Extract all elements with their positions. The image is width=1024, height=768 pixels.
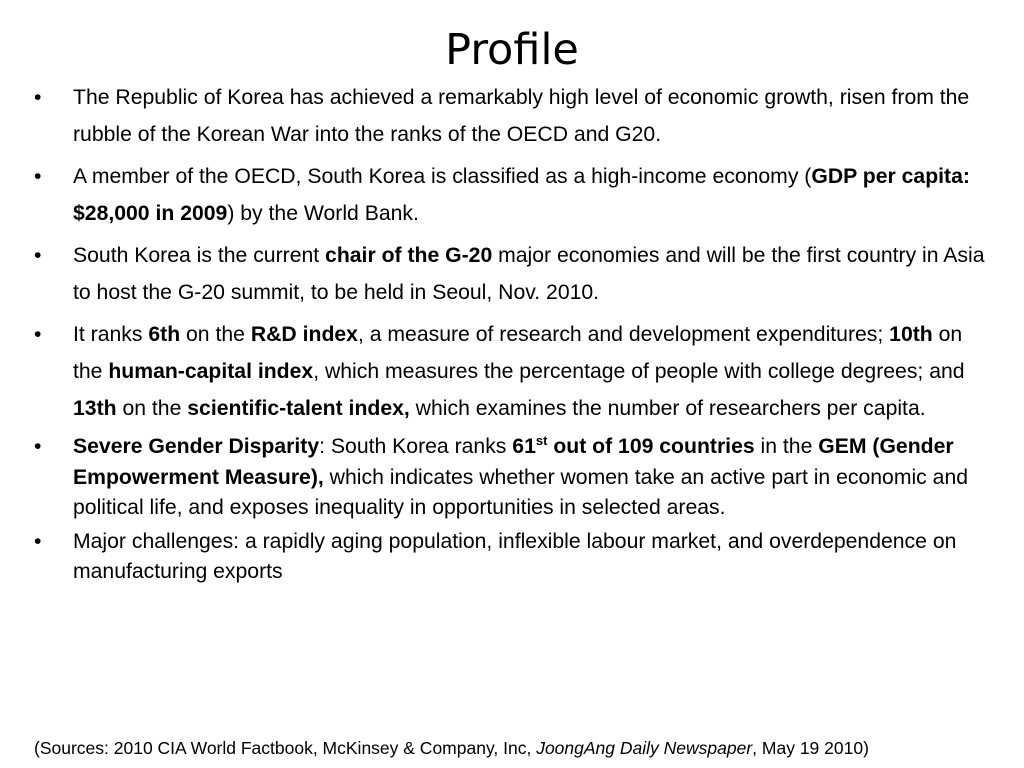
bullet-marker: • bbox=[34, 165, 42, 188]
bold-run: 13th bbox=[73, 397, 117, 420]
source-citation bbox=[34, 738, 869, 759]
bullet-list bbox=[34, 79, 994, 591]
text-run: major economies and will be the first country in Asia to host the G-20 summit, to be held in Seoul, Nov. 2010. bbox=[73, 244, 985, 304]
bullet-text: The Republic of Korea has achieved a remarkably high level of economic growth, risen from the rubble of the Korean War into the ranks of the OECD and G20. bbox=[73, 86, 970, 146]
bold-run: 61 bbox=[512, 435, 536, 458]
text-run: in the bbox=[754, 435, 819, 458]
bullet-high-income bbox=[34, 158, 994, 232]
text-run: ) by the World Bank. bbox=[227, 202, 419, 225]
text-run: on the bbox=[116, 397, 188, 420]
bold-run: GEM (Gender Empowerment Measure), bbox=[73, 435, 954, 489]
bullet-marker: • bbox=[34, 435, 42, 458]
bullet-marker: • bbox=[34, 244, 42, 267]
text-run: , which measures the percentage of people with college degrees; and bbox=[313, 360, 965, 383]
text-run: which examines the number of researchers per capita. bbox=[409, 397, 926, 420]
bullet-text bbox=[73, 323, 965, 420]
bullet-text bbox=[73, 435, 968, 519]
superscript: st bbox=[535, 433, 548, 448]
bullet-gender-disparity bbox=[34, 432, 994, 524]
text-run: on the bbox=[73, 323, 963, 383]
text-run: on the bbox=[180, 323, 251, 346]
bold-run: 10th bbox=[889, 323, 933, 346]
bold-run: Severe Gender Disparity bbox=[73, 435, 320, 458]
text-run: which indicates whether women take an active part in economic and political life, and exposes inequality in opportunities in selected areas. bbox=[73, 465, 969, 519]
bullet-major-challenges bbox=[34, 527, 994, 588]
bullet-rankings bbox=[34, 316, 994, 427]
text-run: It ranks bbox=[73, 323, 149, 346]
bullet-economic-growth bbox=[34, 79, 994, 153]
text-run: , a measure of research and development expenditures; bbox=[357, 323, 890, 346]
bold-run: R&D index bbox=[250, 323, 358, 346]
text-run: South Korea is the current bbox=[73, 244, 326, 267]
italic-run: JoongAng Daily Newspaper bbox=[536, 738, 753, 758]
text-run: (Sources: 2010 CIA World Factbook, McKinsey & Company, Inc, bbox=[34, 738, 537, 758]
bullet-marker: • bbox=[34, 323, 42, 346]
bullet-text bbox=[73, 244, 984, 304]
slide-title: Profile bbox=[445, 25, 579, 75]
text-run: , May 19 2010) bbox=[752, 738, 869, 758]
bullet-g20-chair bbox=[34, 237, 994, 311]
bullet-marker: • bbox=[34, 529, 42, 553]
bold-run: out of 109 countries bbox=[547, 435, 755, 458]
bold-run: chair of the G-20 bbox=[325, 244, 493, 267]
bullet-text bbox=[73, 165, 970, 225]
bullet-text: Major challenges: a rapidly aging population, inflexible labour market, and overdependence on manufacturing exports bbox=[73, 529, 957, 583]
text-run: : South Korea ranks bbox=[319, 435, 513, 458]
bold-run: 6th bbox=[148, 323, 181, 346]
bold-run: human-capital index bbox=[108, 360, 314, 383]
text-run: A member of the OECD, South Korea is classified as a high-income economy ( bbox=[73, 165, 812, 188]
bold-run: scientific-talent index, bbox=[187, 397, 410, 420]
bold-run: GDP per capita: $28,000 in 2009 bbox=[73, 165, 970, 225]
bullet-marker: • bbox=[34, 86, 42, 109]
